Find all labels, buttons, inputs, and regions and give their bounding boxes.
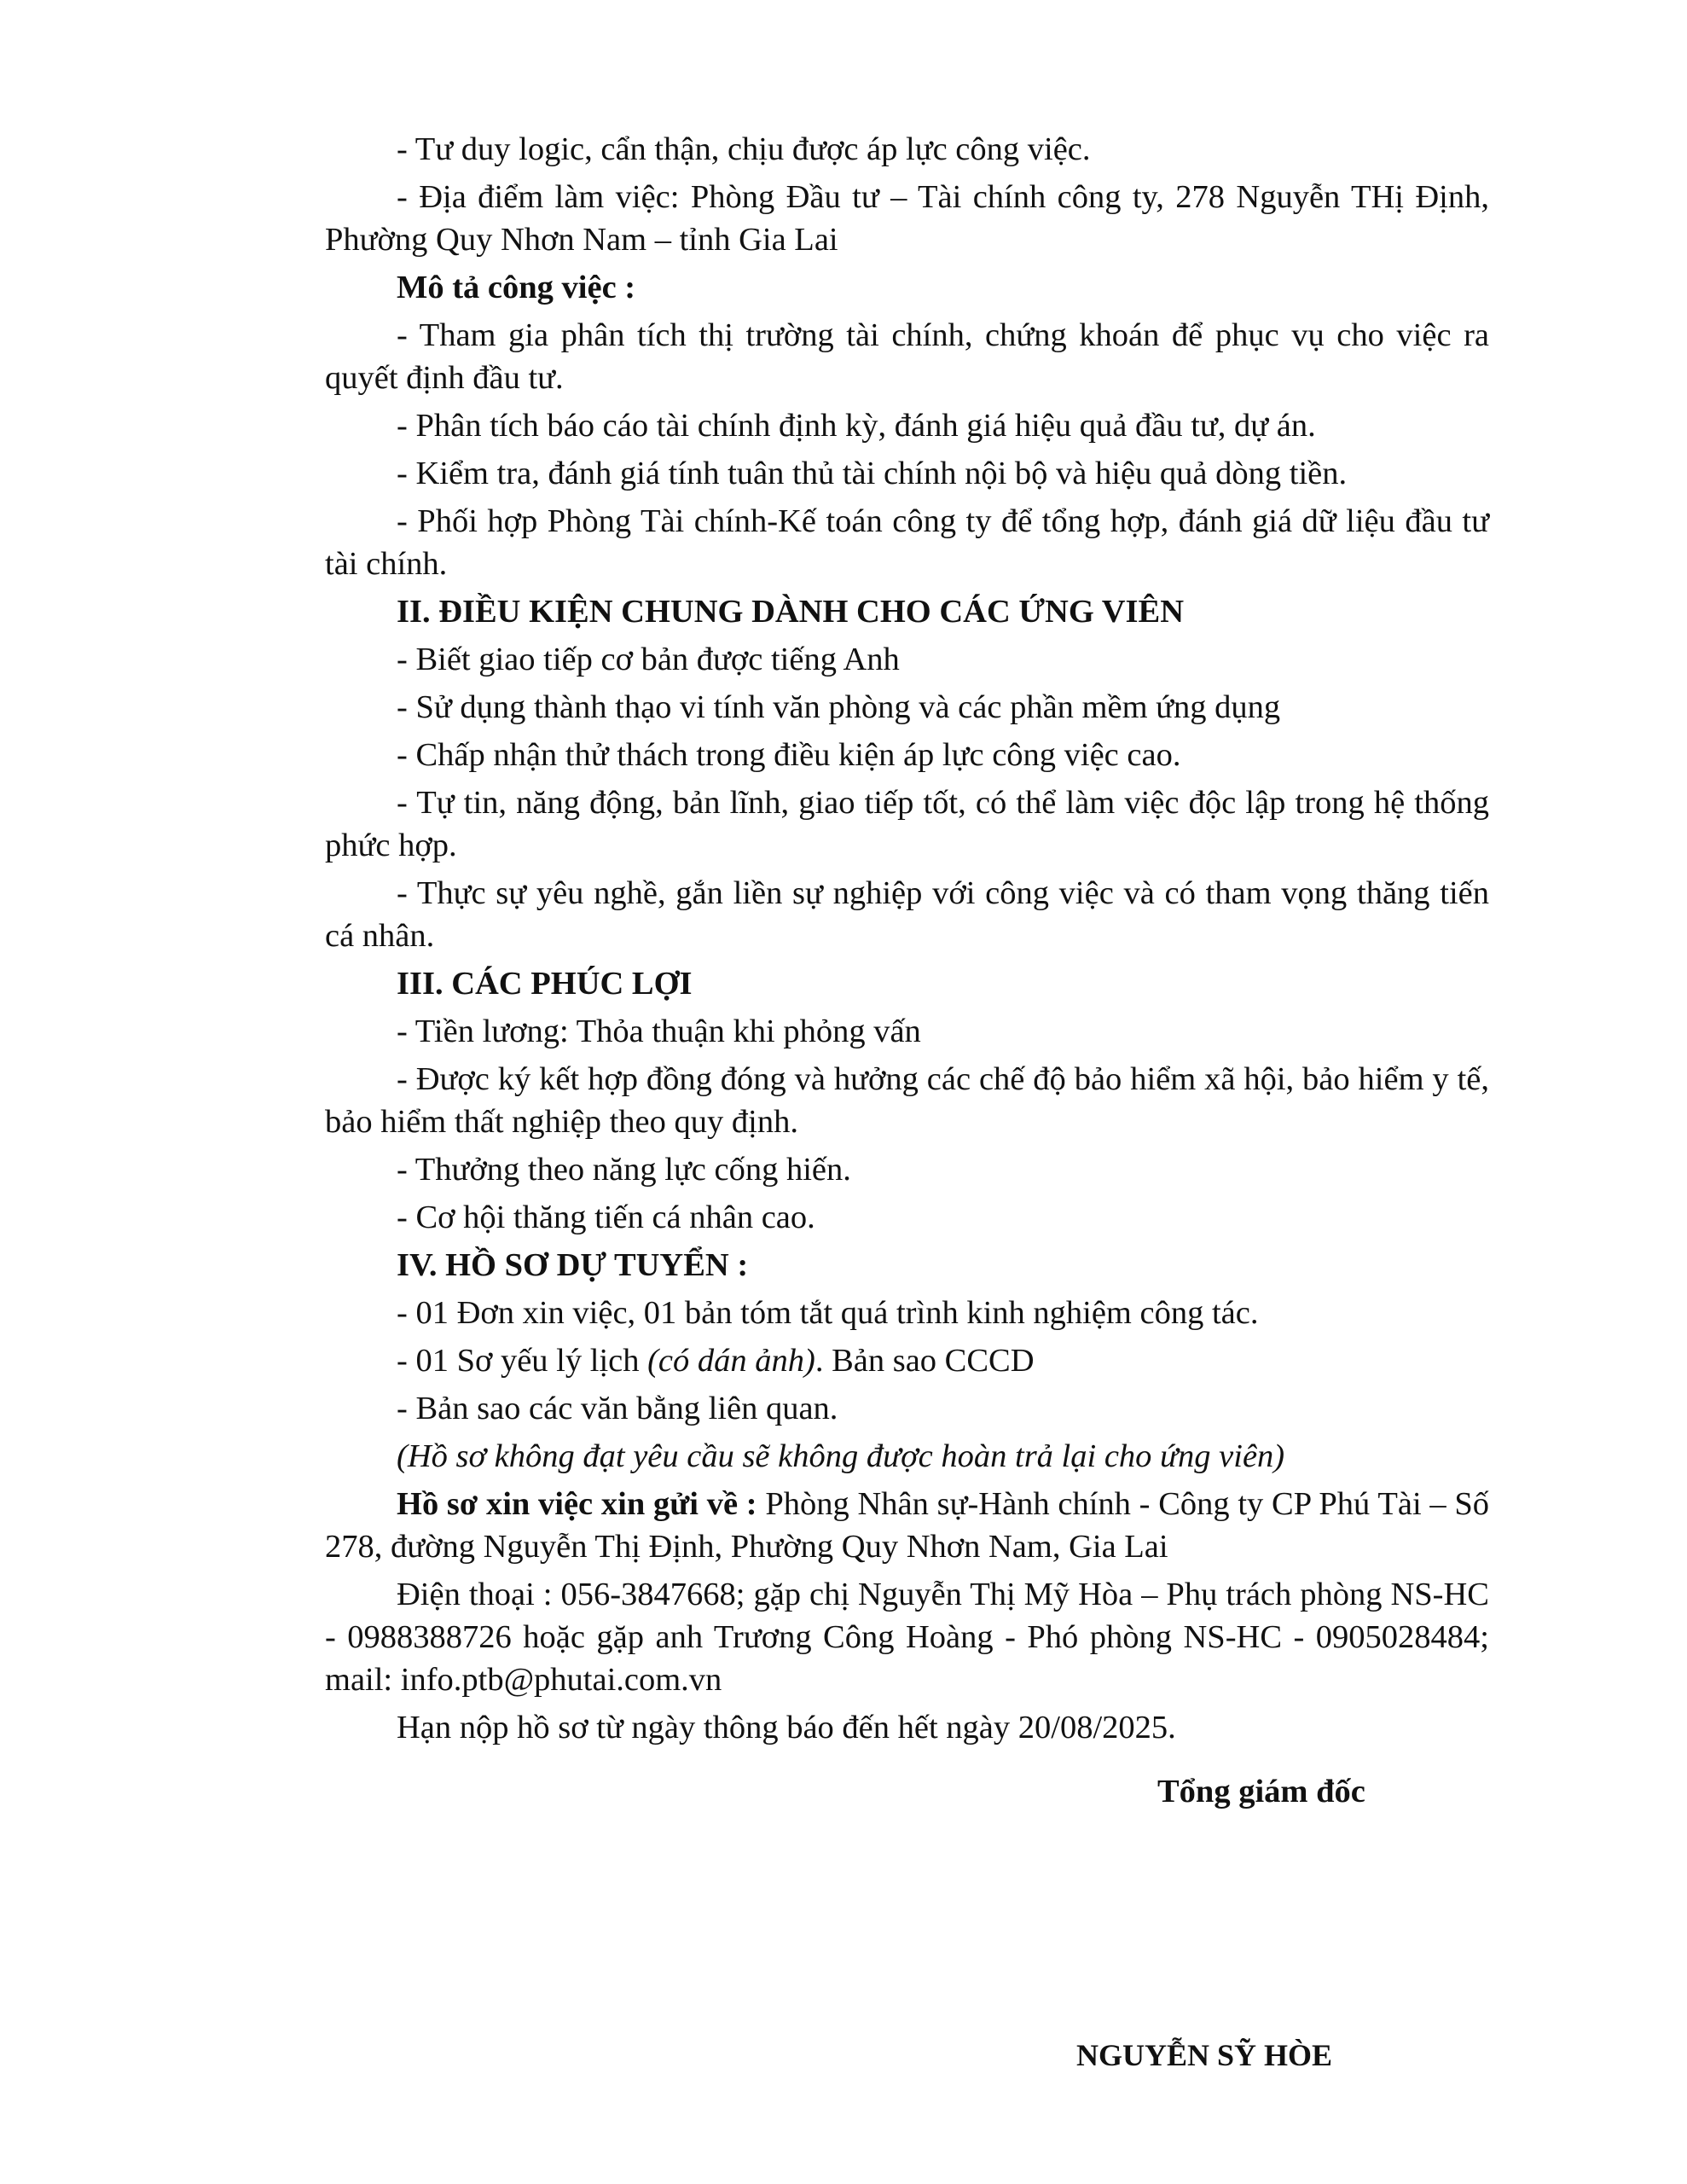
job-description-heading: Mô tả công việc : — [397, 270, 636, 305]
dossier-return-note: (Hồ sơ không đạt yêu cầu sẽ không được hoàn trả lại cho ứng viên) — [397, 1438, 1285, 1474]
contact-info: Điện thoại : 056-3847668; gặp chị Nguyễn Thị Mỹ Hòa – Phụ trách phòng NS-HC - 0988388726 hoặc gặp anh Trương Công Hoàng - Phó phòng NS-HC - 0905028484; mail: info.ptb@phutai.com.vn — [325, 1577, 1489, 1698]
submission-address — [325, 1483, 1489, 1568]
job-duty-compliance: - Kiểm tra, đánh giá tính tuân thủ tài chính nội bộ và hiệu quả dòng tiền. — [397, 456, 1348, 491]
document-body — [325, 128, 1489, 1749]
benefit-insurance: - Được ký kết hợp đồng đóng và hưởng các chế độ bảo hiểm xã hội, bảo hiểm y tế, bảo hiểm thất nghiệp theo quy định. — [325, 1061, 1489, 1140]
benefit-bonus: - Thưởng theo năng lực cống hiến. — [397, 1152, 851, 1188]
dossier-cv — [325, 1339, 1489, 1382]
dossier-cv-note: (có dán ảnh) — [647, 1343, 815, 1379]
section-2-heading: II. ĐIỀU KIỆN CHUNG DÀNH CHO CÁC ỨNG VIÊN — [397, 594, 1185, 630]
submission-address-text: Phòng Nhân sự-Hành chính - Công ty CP Phú Tài – Số 278, đường Nguyễn Thị Định, Phường Quy Nhơn Nam, Gia Lai — [325, 1486, 1489, 1565]
benefit-promotion: - Cơ hội thăng tiến cá nhân cao. — [397, 1199, 815, 1235]
benefit-salary: - Tiền lương: Thỏa thuận khi phỏng vấn — [397, 1014, 921, 1049]
deadline: Hạn nộp hồ sơ từ ngày thông báo đến hết ngày 20/08/2025. — [397, 1710, 1176, 1745]
condition-passion: - Thực sự yêu nghề, gắn liền sự nghiệp với công việc và có tham vọng thăng tiến cá nhân. — [325, 875, 1489, 954]
requirement-logic: - Tư duy logic, cẩn thận, chịu được áp lực công việc. — [397, 131, 1091, 167]
condition-english: - Biết giao tiếp cơ bản được tiếng Anh — [397, 642, 900, 677]
dossier-application: - 01 Đơn xin việc, 01 bản tóm tắt quá trình kinh nghiệm công tác. — [397, 1295, 1259, 1331]
condition-confidence: - Tự tin, năng động, bản lĩnh, giao tiếp tốt, có thể làm việc độc lập trong hệ thống phức hợp. — [325, 785, 1489, 863]
dossier-diplomas: - Bản sao các văn bằng liên quan. — [397, 1391, 838, 1426]
signature-title: Tổng giám đốc — [1157, 1774, 1365, 1809]
signature-name: NGUYỄN SỸ HÒE — [1076, 2038, 1333, 2072]
section-4-heading: IV. HỒ SƠ DỰ TUYỂN : — [397, 1247, 749, 1283]
condition-pressure: - Chấp nhận thử thách trong điều kiện áp lực công việc cao. — [397, 737, 1181, 773]
section-3-heading: III. CÁC PHÚC LỢI — [397, 966, 693, 1002]
dossier-cv-suffix: . Bản sao CCCD — [815, 1343, 1035, 1379]
job-duty-market-analysis: - Tham gia phân tích thị trường tài chính, chứng khoán để phục vụ cho việc ra quyết định đầu tư. — [325, 317, 1489, 396]
dossier-cv-prefix: - 01 Sơ yếu lý lịch — [397, 1343, 648, 1379]
submission-address-label: Hồ sơ xin việc xin gửi về : — [397, 1486, 757, 1522]
job-duty-financial-reports: - Phân tích báo cáo tài chính định kỳ, đánh giá hiệu quả đầu tư, dự án. — [397, 408, 1316, 444]
job-duty-coordination: - Phối hợp Phòng Tài chính-Kế toán công ty để tổng hợp, đánh giá dữ liệu đầu tư tài chính. — [325, 503, 1489, 582]
condition-computer: - Sử dụng thành thạo vi tính văn phòng và các phần mềm ứng dụng — [397, 689, 1281, 725]
work-location: - Địa điểm làm việc: Phòng Đầu tư – Tài chính công ty, 278 Nguyễn THị Định, Phường Quy Nhơn Nam – tỉnh Gia Lai — [325, 179, 1489, 258]
